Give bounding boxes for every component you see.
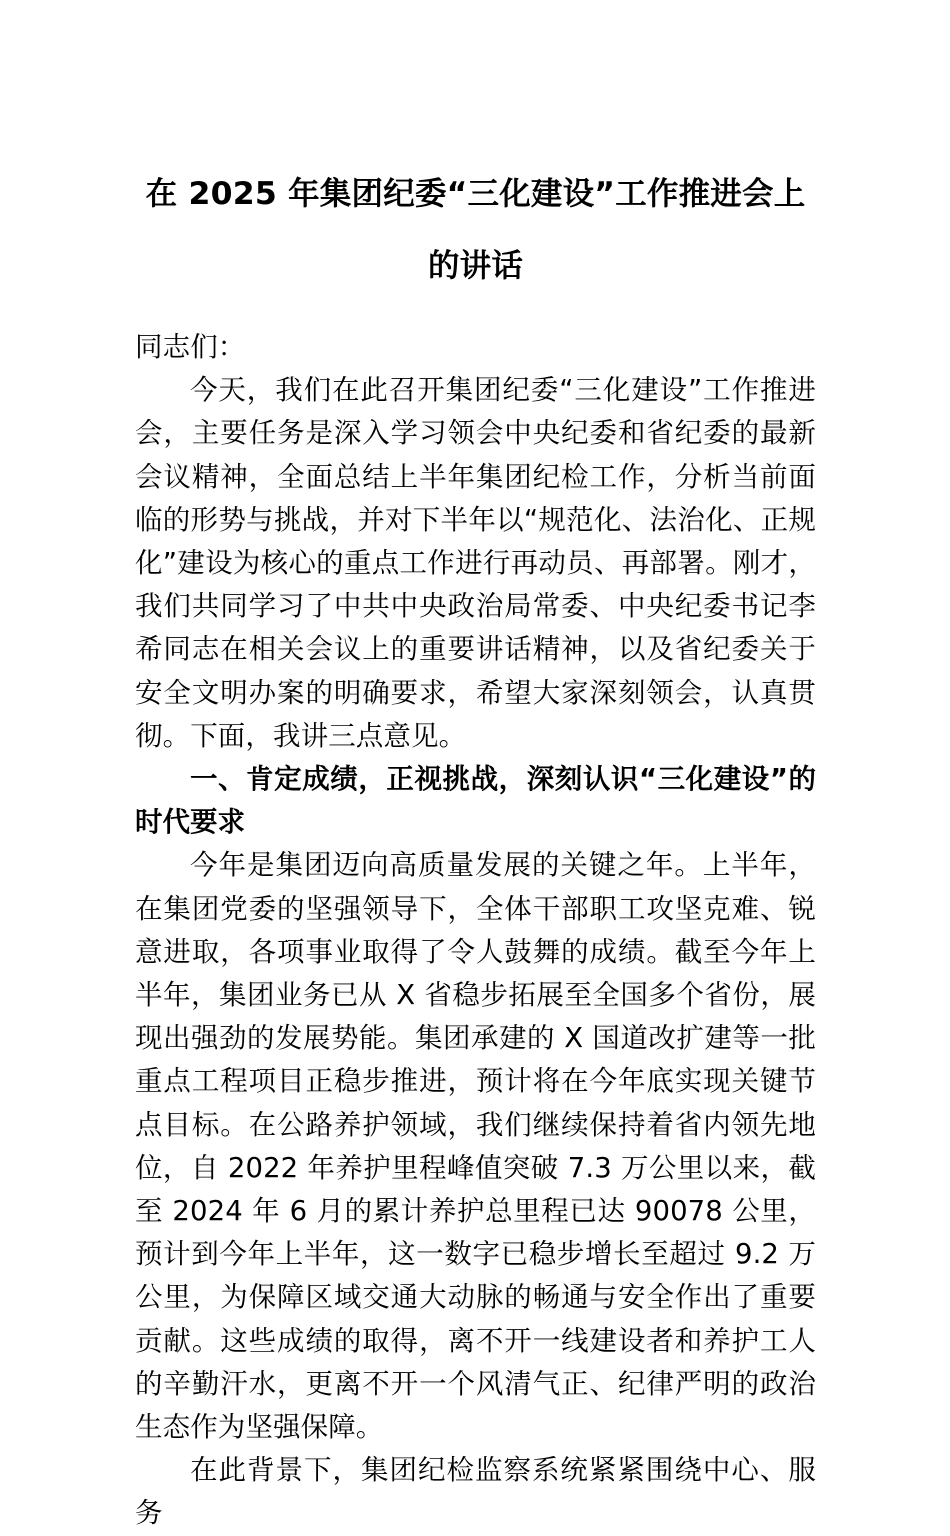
paragraph-opening: 今天，我们在此召开集团纪委“三化建设”工作推进会，主要任务是深入学习领会中央纪委和省纪委的最新会议精神，全面总结上半年集团纪检工作，分析当前面临的形势与挑战，并对下半年以“规范化、法治化、正规化”建设为核心的重点工作进行再动员、再部署。刚才，我们共同学习了中共中央政治局常委、中央纪委书记李希同志在相关会议上的重要讲话精神，以及省纪委关于安全文明办案的明确要求，希望大家深刻领会，认真贯彻。下面，我讲三点意见。 xyxy=(135,374,816,752)
section-heading-one: 一、肯定成绩，正视挑战，深刻认识“三化建设”的时代要求 xyxy=(135,763,816,839)
paragraph-context: 在此背景下，集团纪检监察系统紧紧围绕中心、服务 xyxy=(135,1454,816,1530)
paragraph-achievements: 今年是集团迈向高质量发展的关键之年。上半年，在集团党委的坚强领导下，全体干部职工攻坚克难、锐意进取，各项事业取得了令人鼓舞的成绩。截至今年上半年，集团业务已从 X 省稳步拓展至全国多个省份，展现出强劲的发展势能。集团承建的 X 国道改扩建等一批重点工程项目正稳步推进，预计将在今年底实现关键节点目标。在公路养护领域，我们继续保持着省内领先地位，自 2022 年养护里程峰值突破 7.3 万公里以来，截至 2024 年 6 月的累计养护总里程已达 90078 公里，预计到今年上半年，这一数字已稳步增长至超过 9.2 万公里，为保障区域交通大动脉的畅通与安全作出了重要贡献。这些成绩的取得，离不开一线建设者和养护工人的辛勤汗水，更离不开一个风清气正、纪律严明的政治生态作为坚强保障。 xyxy=(135,849,816,1444)
document-content xyxy=(135,0,816,1536)
page-title: 在 2025 年集团纪委“三化建设”工作推进会上的讲话 xyxy=(145,176,806,284)
salutation: 同志们： xyxy=(135,331,246,363)
